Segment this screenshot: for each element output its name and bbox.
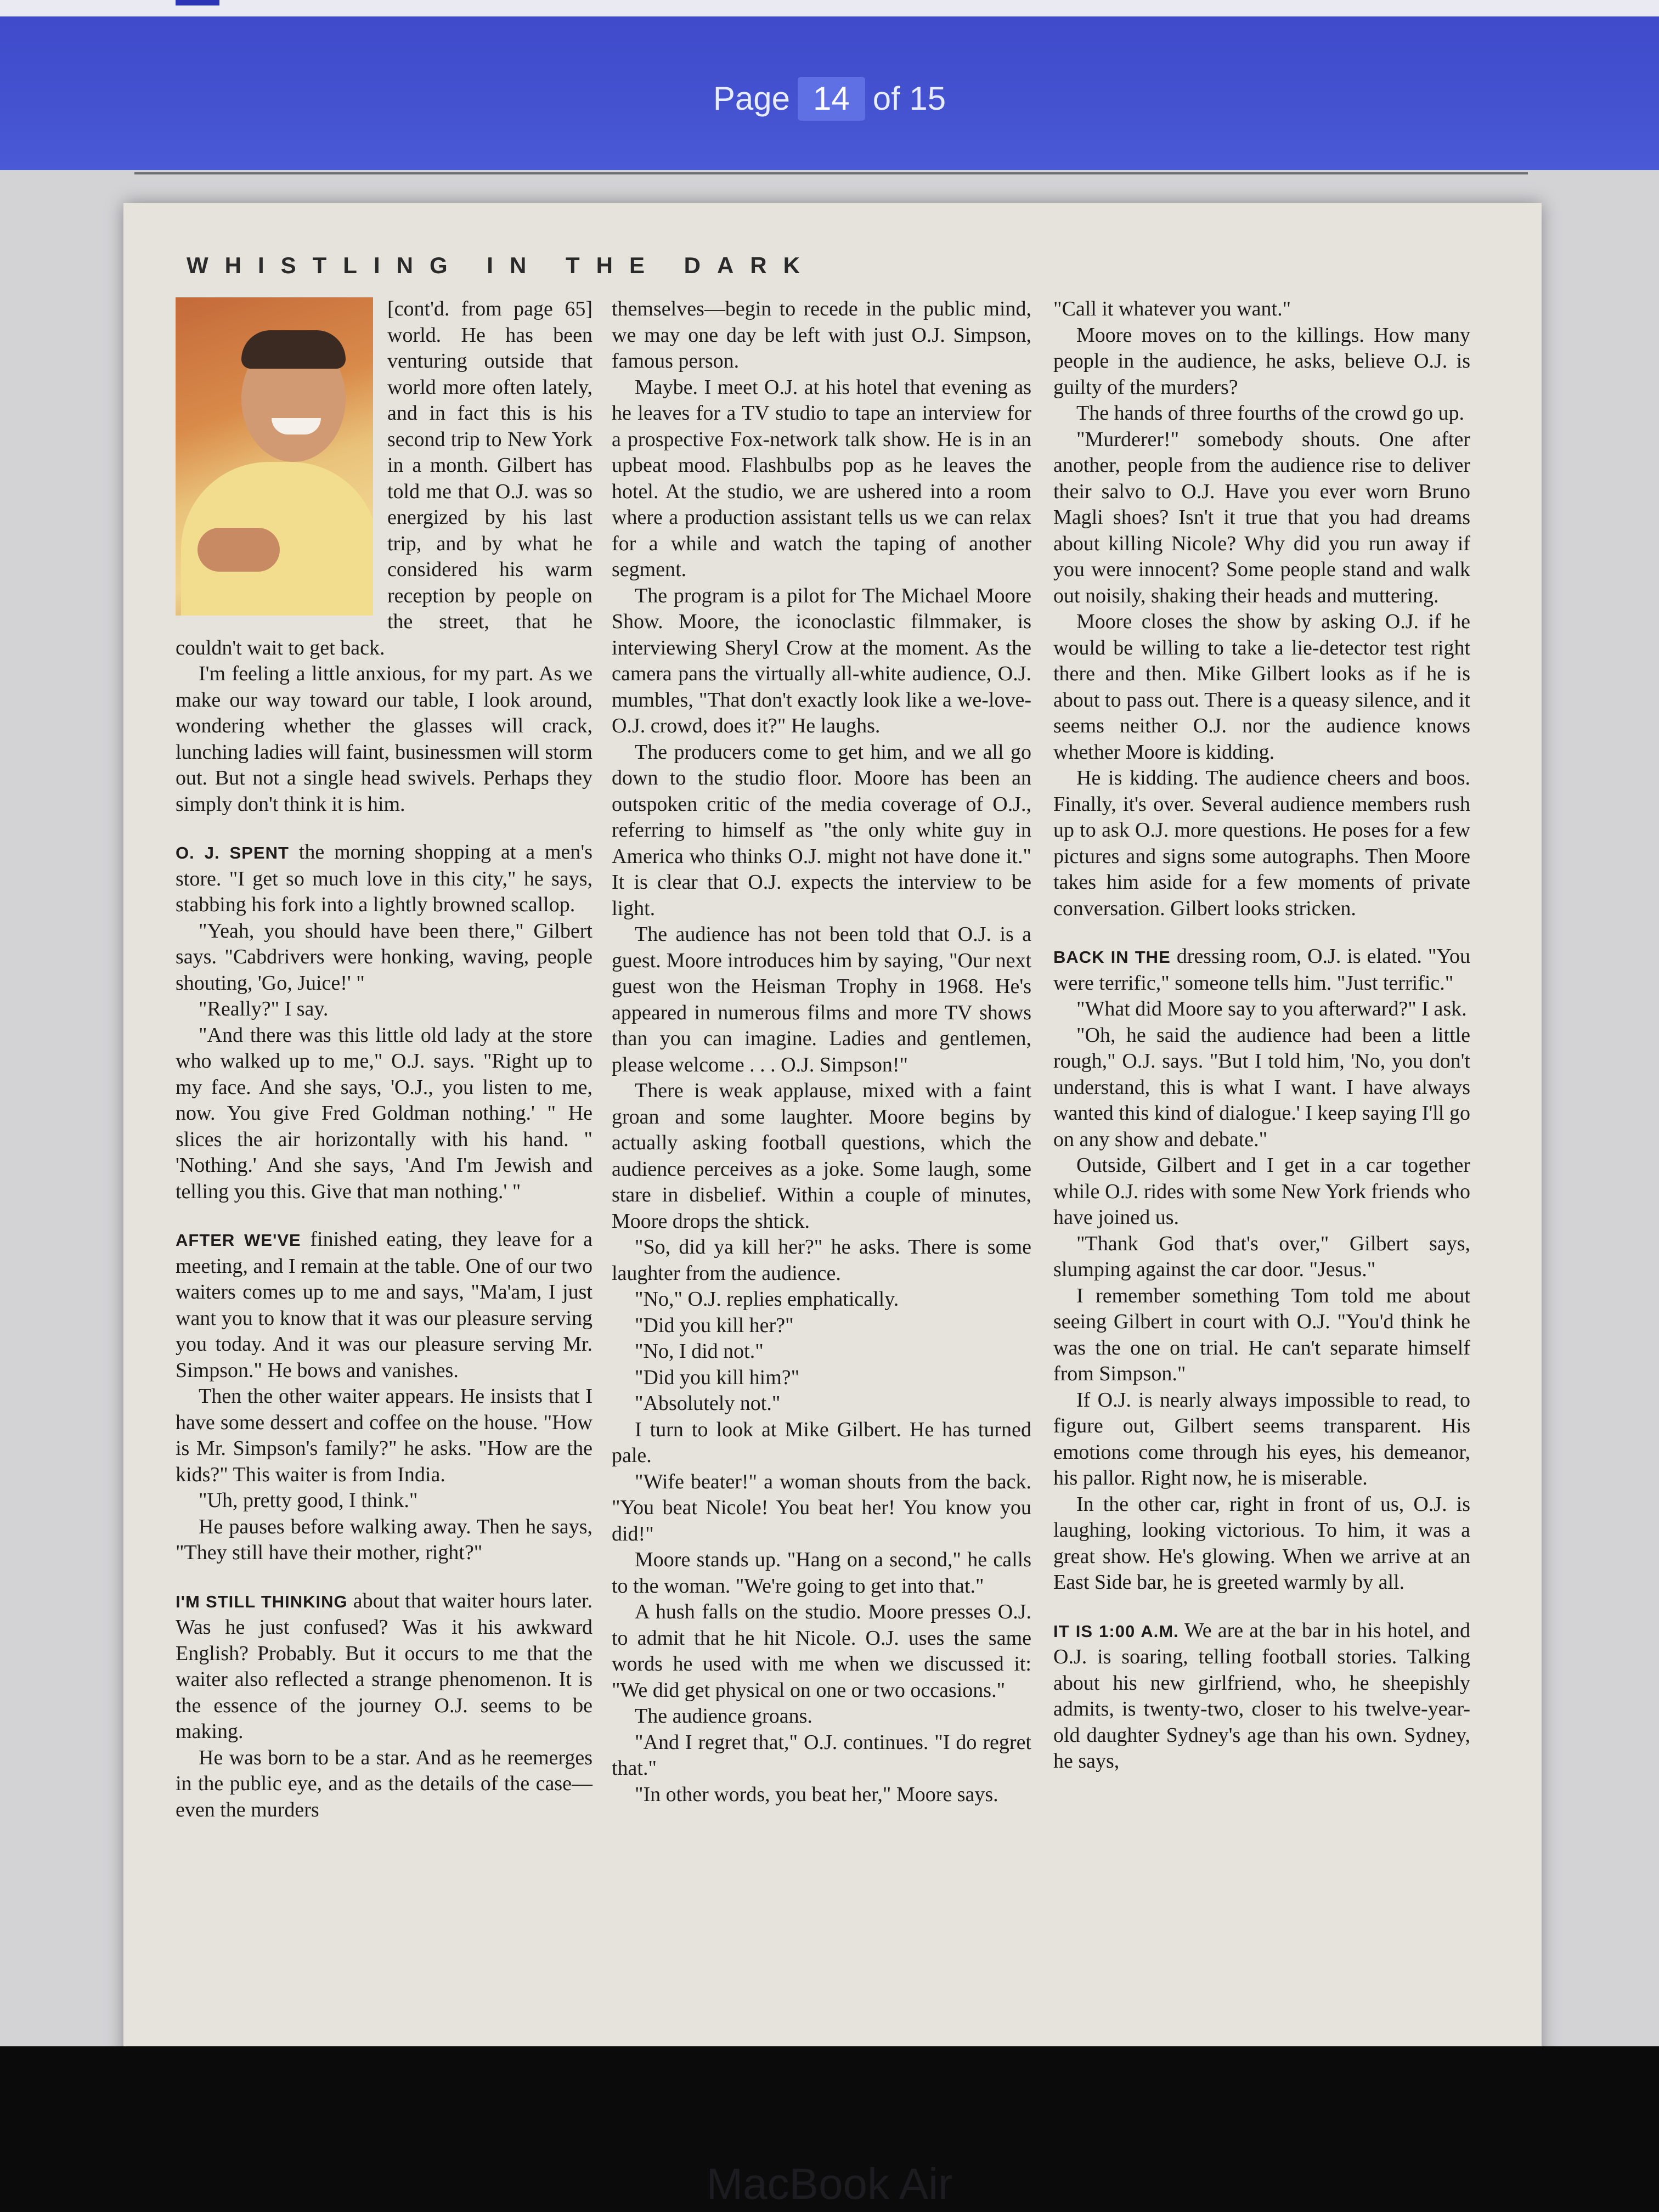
paragraph-text: finished eating, they leave for a meeting, and I remain at the table. One of our two waiters comes up to me and says, "Ma'am, I just want you to know that it was our pleasure serving you today. And it was our pleasure serving Mr. Simpson." He bows and vanishes. [176,1228,592,1382]
article-paragraph: themselves—begin to recede in the public mind, we may one day be left with just O.J. Simpson, famous person. [612,297,1031,373]
article-paragraph [176,1227,592,1384]
section-lead-in: O. J. SPENT [176,843,289,862]
article-paragraph: "Did you kill him?" [635,1365,800,1389]
article-paragraph [176,1588,592,1745]
article-paragraph: "Wife beater!" a woman shouts from the back. "You beat Nicole! You beat her! You know you did!" [612,1470,1031,1545]
section-lead-in: BACK IN THE [1053,947,1171,967]
article-paragraph: There is weak applause, mixed with a faint groan and some laughter. Moore begins by actually asking football questions, which the audience perceives as a joke. Some laugh, some stare in disbelief. Within a couple of minutes, Moore drops the shtick. [612,1079,1031,1233]
article-paragraph: "No, I did not." [635,1340,764,1363]
article-paragraph [176,839,592,918]
paragraph-text: about that waiter hours later. Was he just confused? Was it his awkward English? Probably. But it occurs to me that the waiter also reflected a strange phenomenon. It is the essence of the journey O.J. seems to be making. [176,1589,592,1743]
window-top-accent [176,0,219,5]
page-indicator [0,77,1659,121]
article-paragraph: The hands of three fourths of the crowd go up. [1076,402,1465,425]
window-top-strip [0,0,1659,16]
article-paragraph: The producers come to get him, and we all go down to the studio floor. Moore has been an outspoken critic of the media coverage of O.J., referring to himself as "the only white guy in America who thinks O.J. might not have done it." It is clear that O.J. expects the interview to be light. [612,740,1031,920]
photo-hand [198,528,280,572]
article-paragraph: "No," O.J. replies emphatically. [635,1288,899,1311]
article-paragraph: "Murderer!" somebody shouts. One after another, people from the audience rise to deliver their salvo to O.J. Have you ever worn Bruno Magli shoes? Isn't it true that you had dreams about killing Nicole? Why did you run away if you were innocent? Some people stand and walk out noisily, shaking their heads and muttering. [1053,427,1470,607]
article-paragraph: "Call it whatever you want." [1053,297,1291,320]
article-paragraph: "Uh, pretty good, I think." [199,1489,418,1512]
document-viewport[interactable] [0,170,1659,2046]
article-paragraph: Then the other waiter appears. He insists that I have some dessert and coffee on the house. "How is Mr. Simpson's family?" he asks. "How are the kids?" This waiter is from India. [176,1385,592,1486]
article-paragraph: The program is a pilot for The Michael Moore Show. Moore, the iconoclastic filmmaker, is interviewing Sheryl Crow at the moment. As the camera pans the virtually all-white audience, O.J. mumbles, "That don't exactly look like a we-love-O.J. crowd, does it?" He laughs. [612,584,1031,737]
article-paragraph: "What did Moore say to you afterward?" I ask. [1076,997,1467,1020]
article-paragraph: The audience has not been told that O.J. is a guest. Moore introduces him by saying, "Our next guest won the Heisman Trophy in 1968. He's appeared in numerous films and more TV shows than you can imagine. Ladies and gentlemen, please welcome . . . O.J. Simpson!" [612,923,1031,1076]
article-column-2 [612,296,1031,1808]
article-paragraph: He was born to be a star. And as he reemerges in the public eye, and as the details of the case—even the murders [176,1746,592,1821]
article-paragraph: "In other words, you beat her," Moore says. [635,1782,998,1806]
paragraph-text: dressing room, O.J. is elated. "You were terrific," someone tells him. "Just terrific." [1053,945,1471,995]
magazine-page [123,203,1542,2063]
article-paragraph: [cont'd. from page 65] world. He has been venturing outside that world more often lately, and in fact this is his second trip to New York in a month. Gilbert has told me that O.J. was so energized by his last trip, and by what he considered his warm reception by people on the street, that he couldn't wait to get back. [176,297,592,659]
article-column-3 [1053,296,1470,1775]
article-column-1 [176,296,592,1823]
section-lead-in: AFTER WE'VE [176,1231,301,1250]
article-paragraph: "And I regret that," O.J. continues. "I do regret that." [612,1730,1031,1780]
page-label: Page [713,80,790,117]
device-label: MacBook Air [706,2159,953,2208]
article-paragraph: He is kidding. The audience cheers and boos. Finally, it's over. Several audience members rush up to ask O.J. more questions. He poses for a few pictures and signs some autographs. Then Moore takes him aside for a few moments of private conversation. Gilbert looks stricken. [1053,766,1470,920]
article-paragraph: "Thank God that's over," Gilbert says, slumping against the car door. "Jesus." [1053,1232,1470,1281]
article-paragraph: "Yeah, you should have been there," Gilbert says. "Cabdrivers were honking, waving, people shouting, 'Go, Juice!' " [176,919,592,995]
article-paragraph: Moore closes the show by asking O.J. if he would be willing to take a lie-detector test right there and then. Mike Gilbert looks as if he is about to pass out. There is a queasy silence, and it seems neither O.J. nor the audience knows whether Moore is kidding. [1053,610,1470,764]
article-paragraph: Moore stands up. "Hang on a second," he calls to the woman. "We're going to get into that." [612,1548,1031,1598]
article-paragraph: He pauses before walking away. Then he says, "They still have their mother, right?" [176,1515,592,1564]
section-lead-in: I'M STILL THINKING [176,1592,348,1611]
article-paragraph: I remember something Tom told me about seeing Gilbert in court with O.J. "You'd think he was the one on trial. He can't separate himself from Simpson." [1053,1284,1470,1385]
article-paragraph: A hush falls on the studio. Moore presses O.J. to admit that he hit Nicole. O.J. uses the same words he used with me when we discussed it: "We did get physical on one or two occasions." [612,1600,1031,1702]
article-paragraph: Maybe. I meet O.J. at his hotel that evening as he leaves for a TV studio to tape an interview for a prospective Fox-network talk show. He is in an upbeat mood. Flashbulbs pop as he leaves the hotel. At the studio, we are ushered into a room where a production assistant tells us we can relax for a while and watch the taping of another segment. [612,375,1031,581]
article-paragraph: Outside, Gilbert and I get in a car together while O.J. rides with some New York friends who have joined us. [1053,1154,1470,1229]
article-paragraph: The audience groans. [635,1705,812,1728]
article-paragraph: I'm feeling a little anxious, for my part. As we make our way toward our table, I look around, wondering whether the glasses will crack, lunching ladies will faint, businessmen will storm out. But not a single head swivels. Perhaps they simply don't think it is him. [176,662,592,816]
article-paragraph: Moore moves on to the killings. How many people in the audience, he asks, believe O.J. is guilty of the murders? [1053,323,1470,399]
article-paragraph: "Really?" I say. [199,997,329,1020]
article-paragraph: "So, did ya kill her?" he asks. There is some laughter from the audience. [612,1235,1031,1285]
paragraph-text: the morning shopping at a men's store. "I get so much love in this city," he says, stabbing his fork into a lightly browned scallop. [176,840,592,916]
article-paragraph [1053,944,1470,996]
section-lead-in: IT IS 1:00 A.M. [1053,1621,1179,1641]
article-paragraph: I turn to look at Mike Gilbert. He has turned pale. [612,1418,1031,1467]
article-paragraph: "And there was this little old lady at the store who walked up to me," O.J. says. "Right up to my face. And she says, 'O.J., you listen to me, now. You give Fred Goldman nothing.' " He slices the air horizontally with his hand. " 'Nothing.' And she says, 'And I'm Jewish and telling you this. Give that man nothing.' " [176,1023,592,1203]
article-paragraph: If O.J. is nearly always impossible to read, to figure out, Gilbert seems transparent. His emotions come through his eyes, his demeanor, his pallor. Right now, he is miserable. [1053,1388,1470,1489]
article-paragraph: "Did you kill her?" [635,1313,794,1337]
photo-hair [241,330,346,369]
total-pages-label: of 15 [872,80,946,117]
viewer-toolbar [0,0,1659,170]
viewer-divider [134,172,1528,174]
section-title: WHISTLING IN THE DARK [187,252,816,278]
current-page-field[interactable]: 14 [798,77,865,121]
paragraph-text: We are at the bar in his hotel, and O.J. is soaring, telling football stories. Talking about his new girlfriend, who, he sheepishly admits, is twenty-two, closer to his twelve-year-old daughter Sydney's age than his own. Sydney, he says, [1053,1618,1470,1773]
article-paragraph [1053,1618,1470,1775]
article-paragraph: In the other car, right in front of us, O.J. is laughing, looking victorious. To him, it was a great show. He's glowing. When we arrive at an East Side bar, he is greeted warmly by all. [1053,1492,1470,1594]
article-paragraph: "Oh, he said the audience had been a little rough," O.J. says. "But I told him, 'No, you don't understand, this is what I want. I have always wanted this kind of dialogue.' I keep saying I'll go on any show and debate." [1053,1023,1470,1151]
portrait-photo [176,297,373,616]
article-paragraph: "Absolutely not." [635,1392,781,1415]
